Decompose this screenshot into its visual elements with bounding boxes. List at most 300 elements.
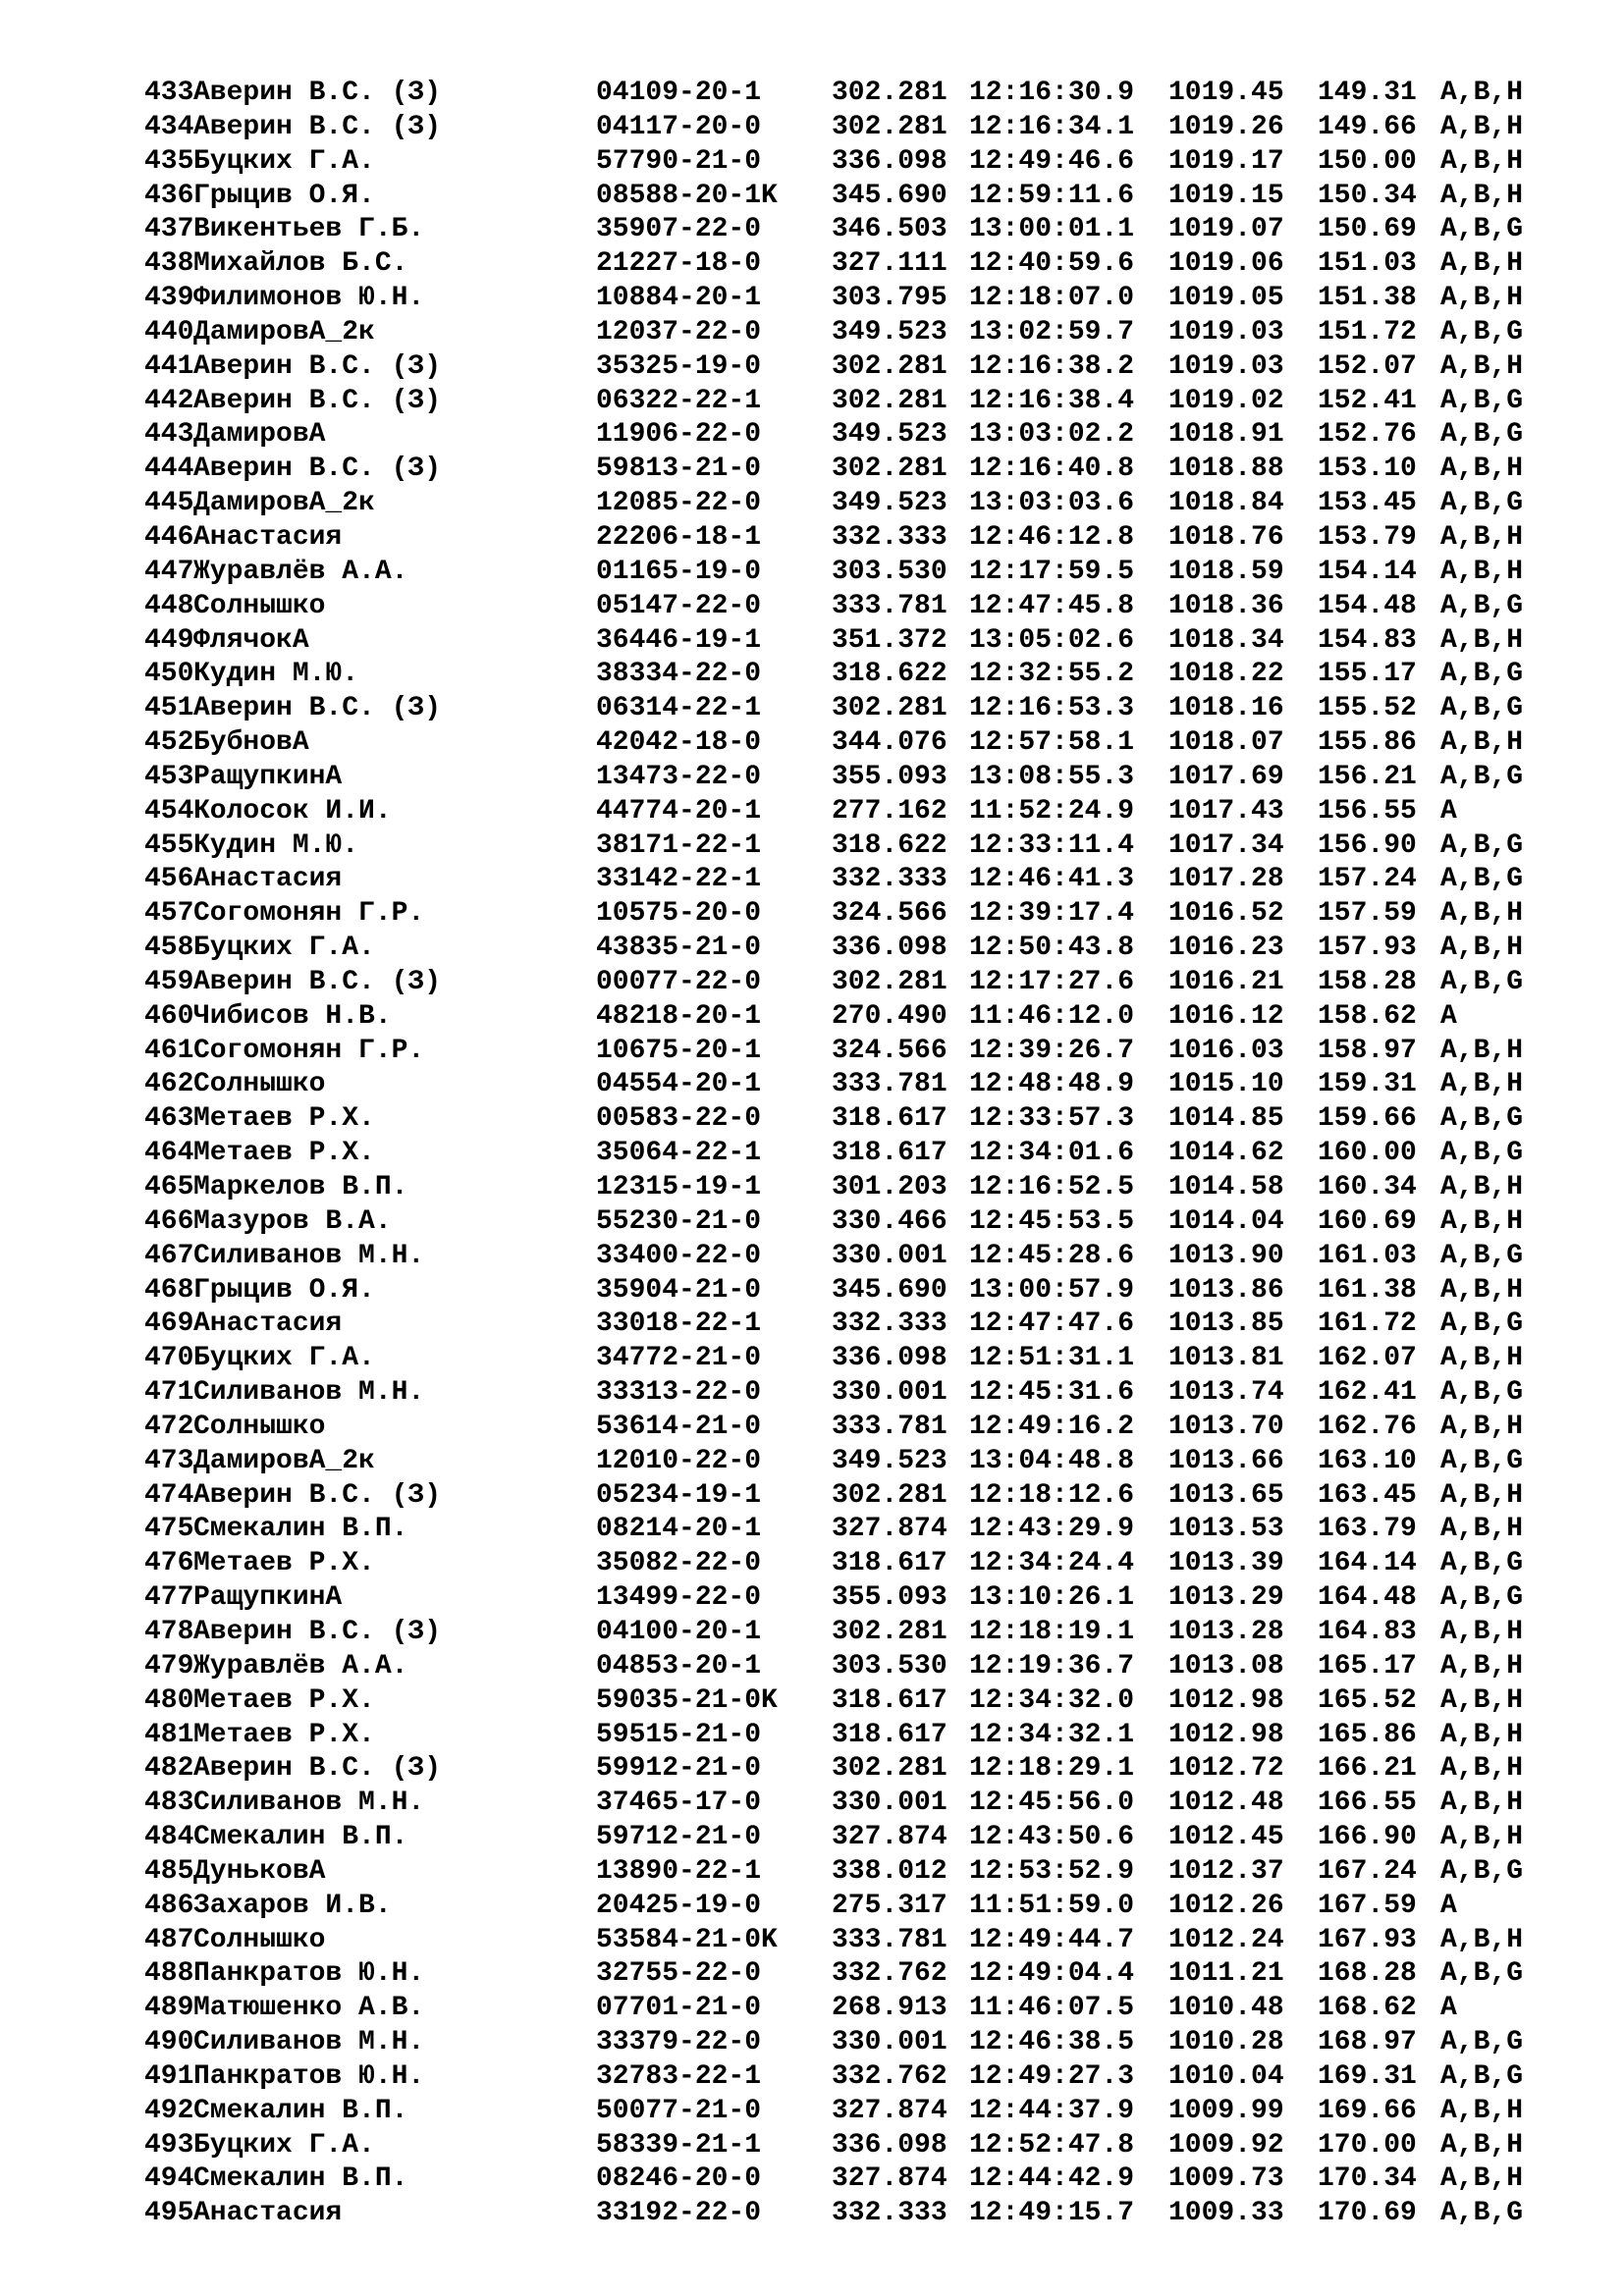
time-cell: 12:34:32.0: [969, 1684, 1135, 1716]
record-code: 33142-22-1: [596, 864, 762, 895]
time-cell: 12:32:55.2: [969, 659, 1135, 690]
angle-cell: 163.79: [1318, 1514, 1417, 1545]
observer-name: Захаров И.В.: [193, 1890, 392, 1921]
flags-cell: A,B,H: [1440, 1684, 1524, 1716]
value-cell: 349.523: [832, 1445, 947, 1476]
flags-cell: A,B,G: [1440, 316, 1524, 347]
row-number: 452: [144, 727, 194, 759]
angle-cell: 170.00: [1318, 2129, 1417, 2161]
value-cell: 327.874: [832, 2163, 947, 2195]
table-row: [144, 213, 1548, 247]
angle-cell: 150.69: [1318, 214, 1417, 245]
time-cell: 12:45:53.5: [969, 1205, 1135, 1237]
table-row: [144, 2060, 1548, 2095]
row-number: 480: [144, 1684, 194, 1716]
flags-cell: A,B,G: [1440, 1308, 1524, 1340]
record-code: 12085-22-0: [596, 488, 762, 519]
pressure-cell: 1018.91: [1168, 419, 1284, 451]
angle-cell: 154.14: [1318, 556, 1417, 587]
flags-cell: A,B,G: [1440, 2060, 1524, 2092]
angle-cell: 162.41: [1318, 1377, 1417, 1409]
time-cell: 12:47:47.6: [969, 1308, 1135, 1340]
value-cell: 345.690: [832, 180, 947, 211]
row-number: 456: [144, 864, 194, 895]
record-code: 48218-20-1: [596, 1000, 762, 1032]
table-row: [144, 1684, 1548, 1719]
record-code: 42042-18-0: [596, 727, 762, 759]
observer-name: Метаев Р.Х.: [193, 1684, 375, 1716]
flags-cell: A,B,H: [1440, 1069, 1524, 1100]
flags-cell: A,B,G: [1440, 1855, 1524, 1887]
table-row: [144, 1581, 1548, 1616]
observer-name: Солнышко: [193, 1924, 326, 1955]
flags-cell: A,B,H: [1440, 248, 1524, 280]
flags-cell: A,B,G: [1440, 214, 1524, 245]
table-row: [144, 1547, 1548, 1581]
flags-cell: A: [1440, 795, 1457, 827]
value-cell: 355.093: [832, 761, 947, 792]
table-row: [144, 487, 1548, 521]
pressure-cell: 1012.45: [1168, 1822, 1284, 1853]
flags-cell: A,B,G: [1440, 2198, 1524, 2229]
value-cell: 303.530: [832, 556, 947, 587]
flags-cell: A,B,H: [1440, 454, 1524, 485]
pressure-cell: 1013.90: [1168, 1240, 1284, 1271]
observer-name: Чибисов Н.В.: [193, 1000, 392, 1032]
observer-name: Анастасия: [193, 1308, 343, 1340]
observer-name: Мазуров В.А.: [193, 1205, 392, 1237]
time-cell: 12:51:31.1: [969, 1343, 1135, 1374]
record-code: 12037-22-0: [596, 316, 762, 347]
record-code: 08588-20-1K: [596, 180, 778, 211]
observer-name: Буцких Г.А.: [193, 145, 375, 177]
record-code: 33192-22-0: [596, 2198, 762, 2229]
row-number: 464: [144, 1138, 194, 1169]
angle-cell: 151.03: [1318, 248, 1417, 280]
row-number: 473: [144, 1445, 194, 1476]
time-cell: 12:34:32.1: [969, 1719, 1135, 1750]
angle-cell: 149.31: [1318, 78, 1417, 108]
table-row: [144, 658, 1548, 692]
pressure-cell: 1018.76: [1168, 521, 1284, 553]
time-cell: 12:18:19.1: [969, 1616, 1135, 1647]
value-cell: 270.490: [832, 1000, 947, 1032]
record-code: 59515-21-0: [596, 1719, 762, 1750]
value-cell: 302.281: [832, 111, 947, 142]
angle-cell: 150.00: [1318, 145, 1417, 177]
time-cell: 12:39:26.7: [969, 1035, 1135, 1066]
time-cell: 12:43:50.6: [969, 1822, 1135, 1853]
pressure-cell: 1009.73: [1168, 2163, 1284, 2195]
pressure-cell: 1009.92: [1168, 2129, 1284, 2161]
pressure-cell: 1019.06: [1168, 248, 1284, 280]
flags-cell: A,B,H: [1440, 1753, 1524, 1785]
record-code: 32755-22-0: [596, 1958, 762, 1990]
table-row: [144, 2163, 1548, 2197]
observer-name: Кудин М.Ю.: [193, 829, 359, 861]
angle-cell: 162.76: [1318, 1411, 1417, 1442]
record-code: 08214-20-1: [596, 1514, 762, 1545]
angle-cell: 169.66: [1318, 2095, 1417, 2126]
row-number: 448: [144, 590, 194, 621]
time-cell: 13:08:55.3: [969, 761, 1135, 792]
value-cell: 302.281: [832, 78, 947, 108]
observer-name: Грыцив О.Я.: [193, 1274, 375, 1306]
record-code: 13499-22-0: [596, 1582, 762, 1614]
table-row: [144, 282, 1548, 316]
pressure-cell: 1018.36: [1168, 590, 1284, 621]
pressure-cell: 1010.28: [1168, 2027, 1284, 2058]
table-row: [144, 1616, 1548, 1650]
flags-cell: A,B,G: [1440, 1958, 1524, 1990]
row-number: 451: [144, 693, 194, 724]
angle-cell: 149.66: [1318, 111, 1417, 142]
table-row: [144, 1411, 1548, 1445]
row-number: 468: [144, 1274, 194, 1306]
flags-cell: A,B,H: [1440, 727, 1524, 759]
pressure-cell: 1016.21: [1168, 966, 1284, 997]
time-cell: 12:19:36.7: [969, 1650, 1135, 1682]
time-cell: 12:45:28.6: [969, 1240, 1135, 1271]
time-cell: 12:45:31.6: [969, 1377, 1135, 1409]
flags-cell: A,B,G: [1440, 761, 1524, 792]
time-cell: 12:44:37.9: [969, 2095, 1135, 2126]
pressure-cell: 1018.16: [1168, 693, 1284, 724]
time-cell: 12:53:52.9: [969, 1855, 1135, 1887]
flags-cell: A,B,G: [1440, 659, 1524, 690]
table-row: [144, 1855, 1548, 1890]
flags-cell: A,B,G: [1440, 385, 1524, 416]
row-number: 483: [144, 1788, 194, 1819]
angle-cell: 164.14: [1318, 1548, 1417, 1579]
record-code: 12315-19-1: [596, 1172, 762, 1202]
angle-cell: 162.07: [1318, 1343, 1417, 1374]
row-number: 485: [144, 1855, 194, 1887]
time-cell: 13:10:26.1: [969, 1582, 1135, 1614]
table-row: [144, 1479, 1548, 1514]
observer-name: Метаев Р.Х.: [193, 1103, 375, 1135]
value-cell: 302.281: [832, 1753, 947, 1785]
observer-name: Матюшенко А.В.: [193, 1993, 425, 2024]
row-number: 436: [144, 180, 194, 211]
row-number: 492: [144, 2095, 194, 2126]
row-number: 437: [144, 214, 194, 245]
observer-name: Анастасия: [193, 2198, 343, 2229]
record-code: 35907-22-0: [596, 214, 762, 245]
pressure-cell: 1017.69: [1168, 761, 1284, 792]
row-number: 440: [144, 316, 194, 347]
table-row: [144, 966, 1548, 1000]
pressure-cell: 1012.37: [1168, 1855, 1284, 1887]
table-row: [144, 726, 1548, 761]
row-number: 486: [144, 1890, 194, 1921]
time-cell: 12:52:47.8: [969, 2129, 1135, 2161]
record-code: 10575-20-0: [596, 898, 762, 930]
flags-cell: A,B,H: [1440, 145, 1524, 177]
value-cell: 318.617: [832, 1719, 947, 1750]
value-cell: 318.622: [832, 659, 947, 690]
row-number: 463: [144, 1103, 194, 1135]
time-cell: 12:46:41.3: [969, 864, 1135, 895]
pressure-cell: 1018.88: [1168, 454, 1284, 485]
angle-cell: 165.52: [1318, 1684, 1417, 1716]
value-cell: 302.281: [832, 693, 947, 724]
angle-cell: 158.62: [1318, 1000, 1417, 1032]
record-code: 38334-22-0: [596, 659, 762, 690]
flags-cell: A,B,G: [1440, 590, 1524, 621]
angle-cell: 154.48: [1318, 590, 1417, 621]
angle-cell: 168.97: [1318, 2027, 1417, 2058]
table-row: [144, 350, 1548, 385]
flags-cell: A,B,H: [1440, 624, 1524, 656]
value-cell: 344.076: [832, 727, 947, 759]
value-cell: 332.333: [832, 1308, 947, 1340]
flags-cell: A,B,H: [1440, 1343, 1524, 1374]
table-row: [144, 316, 1548, 350]
flags-cell: A: [1440, 1000, 1457, 1032]
flags-cell: A,B,H: [1440, 556, 1524, 587]
angle-cell: 167.59: [1318, 1890, 1417, 1921]
value-cell: 332.333: [832, 864, 947, 895]
record-code: 06314-22-1: [596, 693, 762, 724]
flags-cell: A,B,G: [1440, 1377, 1524, 1409]
flags-cell: A,B,H: [1440, 2129, 1524, 2161]
time-cell: 12:34:01.6: [969, 1138, 1135, 1169]
record-code: 20425-19-0: [596, 1890, 762, 1921]
value-cell: 349.523: [832, 419, 947, 451]
flags-cell: A,B,G: [1440, 829, 1524, 861]
value-cell: 330.001: [832, 1240, 947, 1271]
flags-cell: A,B,G: [1440, 966, 1524, 997]
time-cell: 12:16:38.4: [969, 385, 1135, 416]
time-cell: 13:03:03.6: [969, 488, 1135, 519]
table-row: [144, 1205, 1548, 1240]
pressure-cell: 1013.81: [1168, 1343, 1284, 1374]
table-row: [144, 1924, 1548, 1958]
pressure-cell: 1019.07: [1168, 214, 1284, 245]
angle-cell: 161.38: [1318, 1274, 1417, 1306]
flags-cell: A: [1440, 1993, 1457, 2024]
time-cell: 12:49:04.4: [969, 1958, 1135, 1990]
time-cell: 12:59:11.6: [969, 180, 1135, 211]
record-code: 37465-17-0: [596, 1788, 762, 1819]
observer-name: Филимонов Ю.Н.: [193, 283, 425, 314]
value-cell: 302.281: [832, 454, 947, 485]
observer-name: Аверин В.С. (З): [193, 1616, 442, 1647]
table-row: [144, 180, 1548, 214]
value-cell: 303.530: [832, 1650, 947, 1682]
observer-name: Панкратов Ю.Н.: [193, 1958, 425, 1990]
value-cell: 333.781: [832, 1924, 947, 1955]
observer-name: Силиванов М.Н.: [193, 2027, 425, 2058]
angle-cell: 164.48: [1318, 1582, 1417, 1614]
row-number: 467: [144, 1240, 194, 1271]
time-cell: 12:17:27.6: [969, 966, 1135, 997]
flags-cell: A,B,H: [1440, 2163, 1524, 2195]
value-cell: 302.281: [832, 966, 947, 997]
time-cell: 13:00:01.1: [969, 214, 1135, 245]
angle-cell: 156.55: [1318, 795, 1417, 827]
observer-name: ДамировА_2к: [193, 1445, 375, 1476]
angle-cell: 157.93: [1318, 933, 1417, 964]
table-row: [144, 1240, 1548, 1274]
observer-name: Силиванов М.Н.: [193, 1788, 425, 1819]
row-number: 495: [144, 2198, 194, 2229]
pressure-cell: 1012.98: [1168, 1684, 1284, 1716]
flags-cell: A,B,H: [1440, 1719, 1524, 1750]
pressure-cell: 1013.29: [1168, 1582, 1284, 1614]
flags-cell: A,B,G: [1440, 419, 1524, 451]
record-code: 59712-21-0: [596, 1822, 762, 1853]
flags-cell: A,B,H: [1440, 1514, 1524, 1545]
row-number: 434: [144, 111, 194, 142]
pressure-cell: 1013.65: [1168, 1479, 1284, 1511]
record-code: 22206-18-1: [596, 521, 762, 553]
angle-cell: 150.34: [1318, 180, 1417, 211]
pressure-cell: 1012.26: [1168, 1890, 1284, 1921]
pressure-cell: 1019.03: [1168, 316, 1284, 347]
flags-cell: A,B,H: [1440, 1822, 1524, 1853]
value-cell: 327.874: [832, 1514, 947, 1545]
angle-cell: 168.62: [1318, 1993, 1417, 2024]
record-code: 07701-21-0: [596, 1993, 762, 2024]
record-code: 33018-22-1: [596, 1308, 762, 1340]
observer-name: ДуньковА: [193, 1855, 326, 1887]
record-code: 53614-21-0: [596, 1411, 762, 1442]
record-code: 34772-21-0: [596, 1343, 762, 1374]
pressure-cell: 1010.04: [1168, 2060, 1284, 2092]
observer-name: Аверин В.С. (З): [193, 1479, 442, 1511]
table-row: [144, 932, 1548, 966]
angle-cell: 153.10: [1318, 454, 1417, 485]
flags-cell: A,B,H: [1440, 1172, 1524, 1202]
observer-name: РащупкинА: [193, 1582, 343, 1614]
value-cell: 327.874: [832, 1822, 947, 1853]
time-cell: 12:18:12.6: [969, 1479, 1135, 1511]
row-number: 489: [144, 1993, 194, 2024]
table-row: [144, 590, 1548, 624]
value-cell: 327.874: [832, 2095, 947, 2126]
row-number: 491: [144, 2060, 194, 2092]
record-code: 10675-20-1: [596, 1035, 762, 1066]
angle-cell: 157.24: [1318, 864, 1417, 895]
pressure-cell: 1013.28: [1168, 1616, 1284, 1647]
flags-cell: A,B,H: [1440, 2095, 1524, 2126]
flags-cell: A,B,H: [1440, 180, 1524, 211]
angle-cell: 160.00: [1318, 1138, 1417, 1169]
time-cell: 12:49:27.3: [969, 2060, 1135, 2092]
time-cell: 12:34:24.4: [969, 1548, 1135, 1579]
time-cell: 13:04:48.8: [969, 1445, 1135, 1476]
flags-cell: A: [1440, 1890, 1457, 1921]
time-cell: 12:57:58.1: [969, 727, 1135, 759]
row-number: 441: [144, 350, 194, 382]
value-cell: 324.566: [832, 898, 947, 930]
angle-cell: 156.90: [1318, 829, 1417, 861]
pressure-cell: 1016.52: [1168, 898, 1284, 930]
record-code: 06322-22-1: [596, 385, 762, 416]
observer-name: Смекалин В.П.: [193, 2163, 408, 2195]
pressure-cell: 1015.10: [1168, 1069, 1284, 1100]
record-code: 13890-22-1: [596, 1855, 762, 1887]
pressure-cell: 1019.45: [1168, 78, 1284, 108]
record-code: 35904-21-0: [596, 1274, 762, 1306]
value-cell: 336.098: [832, 1343, 947, 1374]
observer-name: Панкратов Ю.Н.: [193, 2060, 425, 2092]
pressure-cell: 1012.48: [1168, 1788, 1284, 1819]
flags-cell: A,B,H: [1440, 1616, 1524, 1647]
table-row: [144, 761, 1548, 795]
record-code: 38171-22-1: [596, 829, 762, 861]
table-row: [144, 1821, 1548, 1855]
value-cell: 330.001: [832, 1377, 947, 1409]
pressure-cell: 1014.58: [1168, 1172, 1284, 1202]
record-code: 35082-22-0: [596, 1548, 762, 1579]
time-cell: 12:49:16.2: [969, 1411, 1135, 1442]
pressure-cell: 1012.72: [1168, 1753, 1284, 1785]
record-code: 33313-22-0: [596, 1377, 762, 1409]
value-cell: 327.111: [832, 248, 947, 280]
flags-cell: A,B,H: [1440, 1479, 1524, 1511]
table-row: [144, 247, 1548, 282]
row-number: 444: [144, 454, 194, 485]
angle-cell: 164.83: [1318, 1616, 1417, 1647]
value-cell: 318.622: [832, 829, 947, 861]
time-cell: 12:46:12.8: [969, 521, 1135, 553]
row-number: 460: [144, 1000, 194, 1032]
time-cell: 13:02:59.7: [969, 316, 1135, 347]
observer-name: Буцких Г.А.: [193, 2129, 375, 2161]
time-cell: 13:00:57.9: [969, 1274, 1135, 1306]
observer-name: Аверин В.С. (З): [193, 350, 442, 382]
flags-cell: A,B,H: [1440, 1788, 1524, 1819]
pressure-cell: 1013.39: [1168, 1548, 1284, 1579]
row-number: 449: [144, 624, 194, 656]
time-cell: 11:46:12.0: [969, 1000, 1135, 1032]
angle-cell: 157.59: [1318, 898, 1417, 930]
record-code: 11906-22-0: [596, 419, 762, 451]
observer-name: Аверин В.С. (З): [193, 966, 442, 997]
observer-name: Колосок И.И.: [193, 795, 392, 827]
observer-name: Метаев Р.Х.: [193, 1548, 375, 1579]
time-cell: 12:49:44.7: [969, 1924, 1135, 1955]
record-code: 04554-20-1: [596, 1069, 762, 1100]
record-code: 13473-22-0: [596, 761, 762, 792]
pressure-cell: 1016.23: [1168, 933, 1284, 964]
flags-cell: A,B,H: [1440, 1924, 1524, 1955]
row-number: 494: [144, 2163, 194, 2195]
row-number: 466: [144, 1205, 194, 1237]
time-cell: 13:03:02.2: [969, 419, 1135, 451]
pressure-cell: 1016.12: [1168, 1000, 1284, 1032]
table-row: [144, 1102, 1548, 1137]
pressure-cell: 1013.70: [1168, 1411, 1284, 1442]
table-row: [144, 453, 1548, 487]
pressure-cell: 1016.03: [1168, 1035, 1284, 1066]
table-row: [144, 624, 1548, 659]
value-cell: 332.762: [832, 2060, 947, 2092]
value-cell: 330.001: [832, 1788, 947, 1819]
angle-cell: 170.34: [1318, 2163, 1417, 2195]
angle-cell: 166.21: [1318, 1753, 1417, 1785]
pressure-cell: 1018.84: [1168, 488, 1284, 519]
table-row: [144, 1000, 1548, 1035]
table-row: [144, 863, 1548, 897]
angle-cell: 170.69: [1318, 2198, 1417, 2229]
angle-cell: 160.69: [1318, 1205, 1417, 1237]
row-number: 472: [144, 1411, 194, 1442]
row-number: 446: [144, 521, 194, 553]
